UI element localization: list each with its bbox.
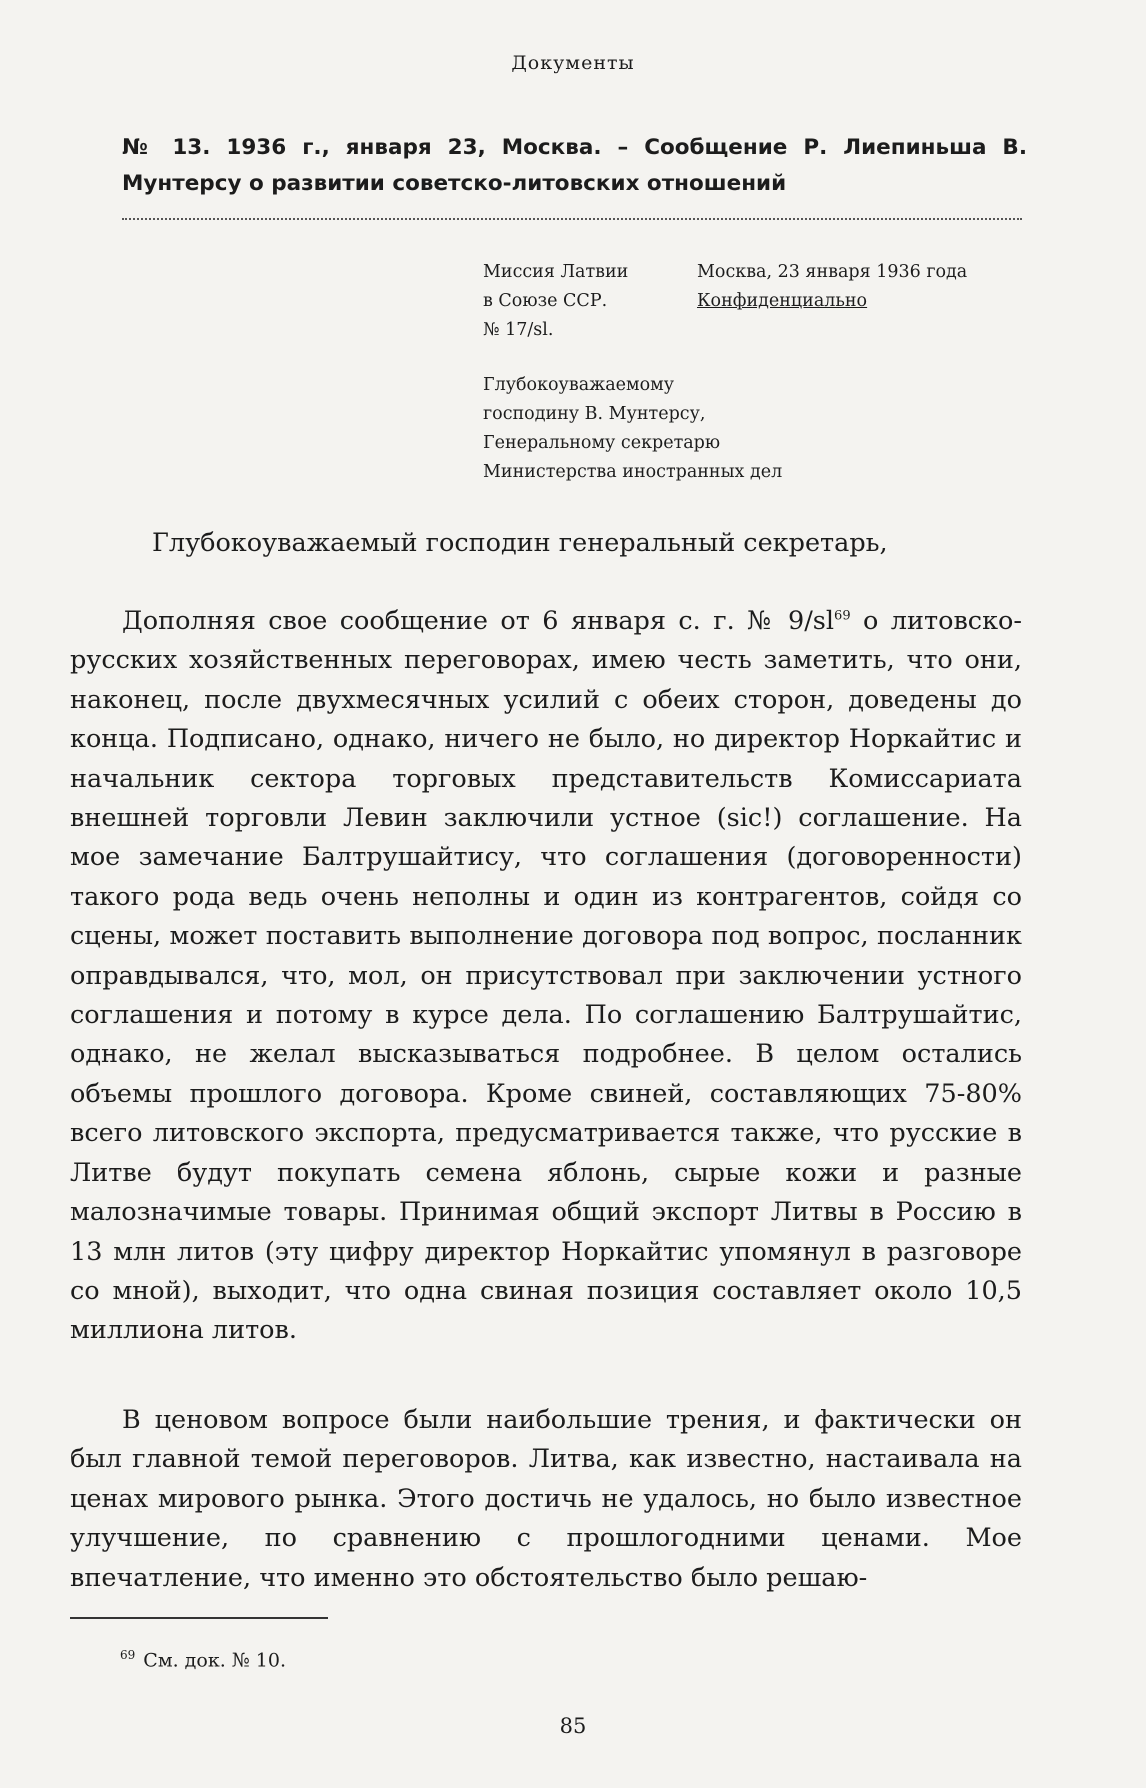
addressee-line: Министерства иностранных дел — [483, 462, 783, 482]
date-block — [697, 258, 1027, 316]
date-place: Москва, 23 января 1936 года — [697, 262, 968, 282]
addressee-line: Глубокоуважаемому — [483, 375, 675, 395]
footnote-reference[interactable]: 69 — [834, 608, 851, 624]
sender-block — [483, 258, 683, 345]
running-header: Документы — [511, 52, 635, 74]
document-title: № 13. 1936 г., января 23, Москва. – Сообщение Р. Лиепиньша В. Мунтерсу о развитии советско-литовских отношений — [122, 135, 1027, 196]
addressee-line: господину В. Мунтерсу, — [483, 404, 706, 424]
paragraph-text: о литовско-русских хозяйственных переговорах, имею честь заметить, что они, наконец, после двухмесячных усилий с обеих сторон, доведены до конца. Подписано, однако, ничего не было, но директор Норкайтис и начальник сектора торговых представительств Комиссариата внешней торговли Левин заключили устное (sic!) соглашение. На мое замечание Балтрушайтису, что соглашения (договоренности) такого рода ведь очень неполны и один из контрагентов, сойдя со сцены, может поставить выполнение договора под вопрос, посланник оправдывался, что, мол, он присутствовал при заключении устного соглашения и потому в курсе дела. По соглашению Балтрушайтис, однако, не желал высказываться подробнее. В целом остались объемы прошлого договора. Кроме свиней, составляющих 75-80% всего литовского экспорта, предусматривается также, что русские в Литве будут покупать семена яблонь, сырые кожи и разные малозначимые товары. Принимая общий экспорт Литвы в Россию в 13 млн литов (эту цифру директор Норкайтис упомянул в разговоре со мной), выходит, что одна свиная позиция составляет около 10,5 миллиона литов. — [70, 606, 1022, 1346]
footnote-divider — [70, 1617, 328, 1619]
classification-label: Конфиденциально — [697, 291, 868, 311]
paragraph-text: В ценовом вопросе были наибольшие трения, и фактически он был главной темой переговоров. Литва, как известно, настаивала на ценах мирового рынка. Этого достичь не удалось, но было известное улучшение, по сравнению с прошлогодними ценами. Мое впечатление, что именно это обстоятельство было решаю- — [70, 1405, 1022, 1593]
paragraph-text: Дополняя свое сообщение от 6 января с. г. № 9/sl — [122, 606, 835, 636]
footnote — [120, 1642, 1000, 1673]
addressee-block — [483, 371, 1003, 487]
dotted-divider — [122, 218, 1022, 220]
sender-line: Миссия Латвии — [483, 262, 629, 282]
sender-reference-number: № 17/sl. — [483, 320, 554, 340]
sender-line: в Союзе ССР. — [483, 291, 608, 311]
page-number: 85 — [559, 1714, 587, 1738]
footnote-text: См. док. № 10. — [143, 1649, 287, 1672]
addressee-line: Генеральному секретарю — [483, 433, 721, 453]
body-paragraph-1 — [70, 602, 1022, 1351]
body-paragraph-2 — [70, 1401, 1022, 1598]
footnote-number: 69 — [120, 1648, 136, 1662]
salutation: Глубокоуважаемый господин генеральный секретарь, — [152, 528, 888, 558]
